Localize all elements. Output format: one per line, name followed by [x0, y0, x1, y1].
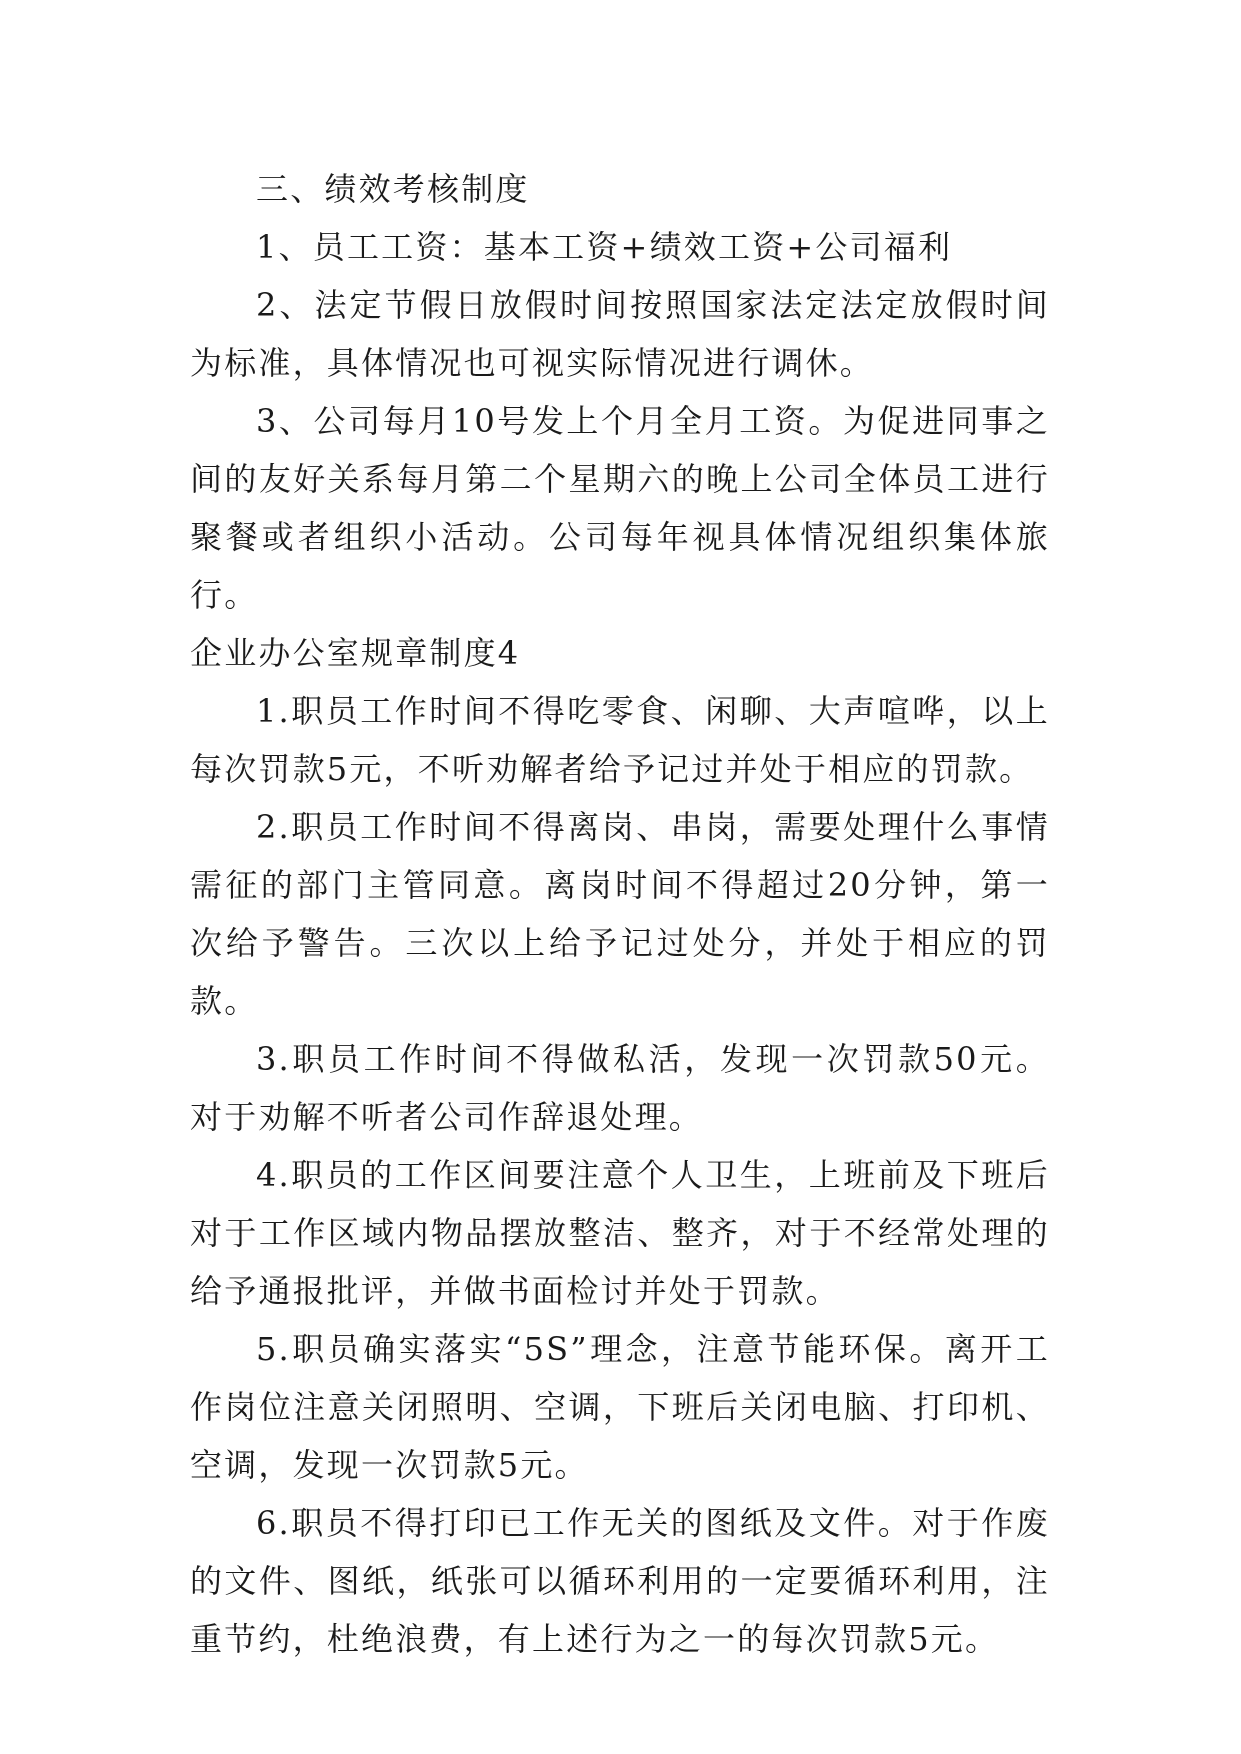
- section-heading: 三、绩效考核制度: [256, 170, 530, 208]
- paragraph-salary: 1、员工工资：基本工资+绩效工资+公司福利: [256, 228, 953, 266]
- document-title: 企业办公室规章制度4: [190, 634, 521, 672]
- rule-6: 6.职员不得打印已工作无关的图纸及文件。对于作废的文件、图纸，纸张可以循环利用的一定要循环利用，注重节约，杜绝浪费，有上述行为之一的每次罚款5元。: [190, 1504, 1050, 1658]
- paragraph-holidays: 2、法定节假日放假时间按照国家法定法定放假时间为标准，具体情况也可视实际情况进行调休。: [190, 286, 1050, 382]
- rule-2: 2.职员工作时间不得离岗、串岗，需要处理什么事情需征的部门主管同意。离岗时间不得超过20分钟，第一次给予警告。三次以上给予记过处分，并处于相应的罚款。: [190, 808, 1050, 1020]
- rule-3: 3.职员工作时间不得做私活，发现一次罚款50元。对于劝解不听者公司作辞退处理。: [190, 1040, 1050, 1136]
- rule-1: 1.职员工作时间不得吃零食、闲聊、大声喧哗，以上每次罚款5元，不听劝解者给予记过并处于相应的罚款。: [190, 692, 1050, 788]
- rule-4: 4.职员的工作区间要注意个人卫生，上班前及下班后对于工作区域内物品摆放整洁、整齐，对于不经常处理的给予通报批评，并做书面检讨并处于罚款。: [190, 1156, 1050, 1310]
- rule-5: 5.职员确实落实“5S”理念，注意节能环保。离开工作岗位注意关闭照明、空调，下班后关闭电脑、打印机、空调，发现一次罚款5元。: [190, 1330, 1050, 1484]
- paragraph-payday: 3、公司每月10号发上个月全月工资。为促进同事之间的友好关系每月第二个星期六的晚上公司全体员工进行聚餐或者组织小活动。公司每年视具体情况组织集体旅行。: [190, 402, 1050, 614]
- document-page: [190, 160, 1050, 1668]
